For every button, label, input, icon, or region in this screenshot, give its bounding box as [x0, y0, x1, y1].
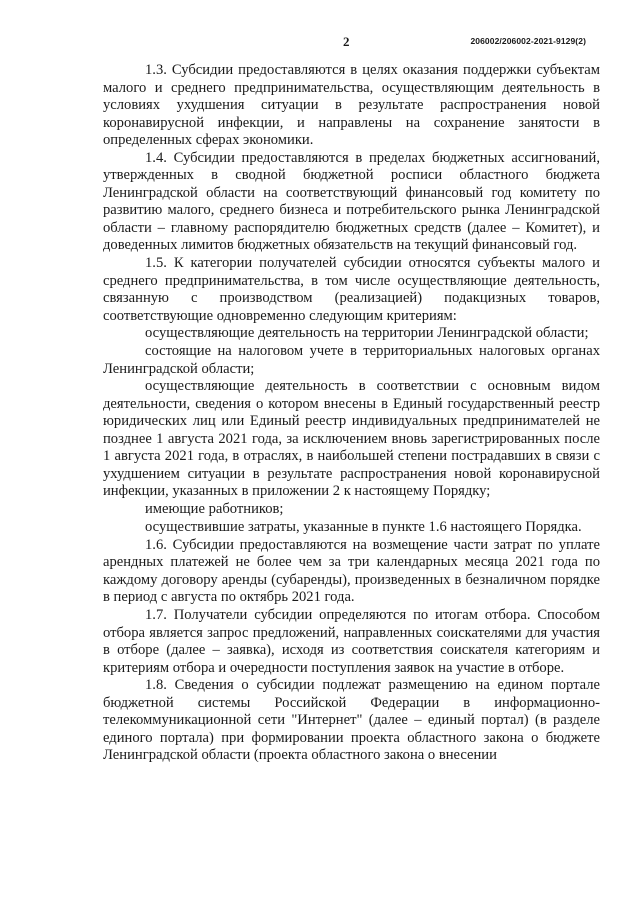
paragraph-1-8: 1.8. Сведения о субсидии подлежат размещению на едином портале бюджетной системы Российской Федерации в информационно-телекоммуникационной сети "Интернет" (далее – единый портал) (в разделе единого портала) при формировании проекта областного закона о бюджете Ленинградской области (проекта областного закона о внесении [103, 677, 600, 764]
document-code: 206002/206002-2021-9129(2) [470, 36, 586, 46]
criterion-expenses: осуществившие затраты, указанные в пункте 1.6 настоящего Порядка. [145, 519, 582, 536]
criterion-tax-registration: состоящие на налоговом учете в территориальных налоговых органах Ленинградской области; [103, 343, 600, 377]
criterion-activity-type: осуществляющие деятельность в соответствии с основным видом деятельности, сведения о котором внесены в Единый государственный реестр юридических лиц или Единый реестр индивидуальных предпринимателей не позднее 1 августа 2021 года, за исключением вновь зарегистрированных после 1 августа 2021 года, в отраслях, в наибольшей степени пострадавших в связи с ухудшением ситуации в результате распространения новой коронавирусной инфекции, указанных в приложении 2 к настоящему Порядку; [103, 378, 600, 500]
page-header [0, 34, 640, 54]
paragraph-1-5: 1.5. К категории получателей субсидии относятся субъекты малого и среднего предпринимательства, в том числе осуществляющие деятельность, связанную с производством (реализацией) подакцизных товаров, соответствующие одновременно следующим критериям: [103, 255, 600, 324]
paragraph-1-7: 1.7. Получатели субсидии определяются по итогам отбора. Способом отбора является запрос предложений, направленных соискателями для участия в отборе (далее – заявка), исходя из соответствия соискателя категориям и критериям отбора и очередности поступления заявок на участие в отборе. [103, 607, 600, 676]
paragraph-1-3: 1.3. Субсидии предоставляются в целях оказания поддержки субъектам малого и среднего предпринимательства, осуществляющим деятельность в условиях ухудшения ситуации в результате распространения новой коронавирусной инфекции, и направлены на сохранение занятости в определенных сферах экономики. [103, 62, 600, 148]
criterion-territory: осуществляющие деятельность на территории Ленинградской области; [145, 325, 589, 342]
paragraph-1-6: 1.6. Субсидии предоставляются на возмещение части затрат по уплате арендных платежей не более чем за три календарных месяца 2021 года по каждому договору аренды (субаренды), произведенных в безналичном порядке в период с августа по октябрь 2021 года. [103, 536, 600, 606]
document-body [103, 62, 600, 765]
criterion-employees: имеющие работников; [145, 501, 284, 518]
paragraph-1-4: 1.4. Субсидии предоставляются в пределах бюджетных ассигнований, утвержденных в сводной бюджетной росписи областного бюджета Ленинградской области на соответствующий финансовый год комитету по развитию малого, среднего бизнеса и потребительского рынка Ленинградской области – главному распорядителю бюджетных средств (далее – Комитет), и доведенных лимитов бюджетных обязательств на текущий финансовый год. [103, 149, 600, 254]
page-number: 2 [343, 34, 350, 49]
